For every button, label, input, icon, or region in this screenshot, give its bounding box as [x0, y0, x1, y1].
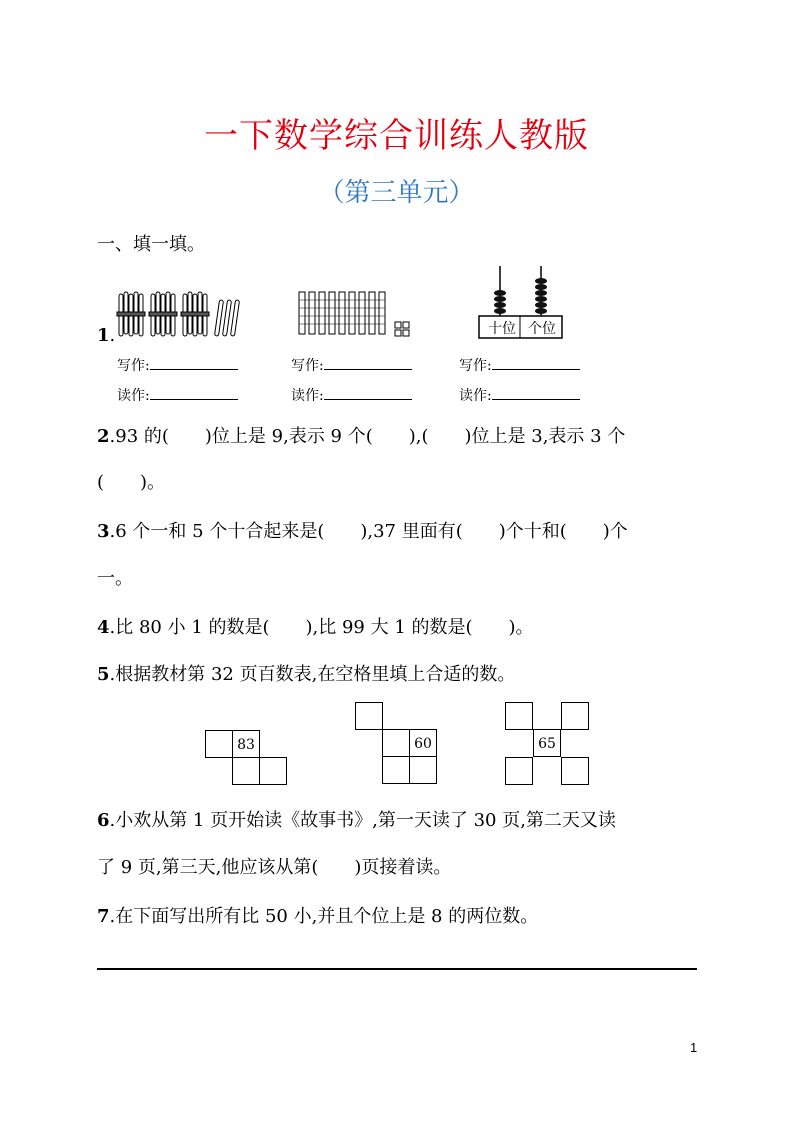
write-answer-line[interactable]	[324, 355, 412, 370]
grid-cell-given: 60	[409, 729, 437, 757]
question-7: 7.在下面写出所有比 50 小,并且个位上是 8 的两位数。	[97, 906, 539, 927]
grid-cell-blank[interactable]	[259, 757, 287, 785]
write-row-1: 写作:	[117, 355, 238, 375]
write-row-2: 写作:	[291, 355, 412, 375]
grid-cell-blank[interactable]	[382, 756, 410, 784]
grid-cell-blank[interactable]	[232, 757, 260, 785]
question-5: 5.根据教材第 32 页百数表,在空格里填上合适的数。	[97, 664, 516, 685]
page-title: 一下数学综合训练人教版	[204, 116, 589, 156]
grid-cell-blank[interactable]	[505, 757, 533, 785]
question-1-number: 1.	[97, 325, 116, 346]
write-row-3: 写作:	[459, 355, 580, 375]
read-answer-line[interactable]	[492, 385, 580, 400]
grid-cell-blank[interactable]	[409, 756, 437, 784]
question-3: 3.6 个一和 5 个十合起来是( ),37 里面有( )个十和( )个	[97, 521, 628, 542]
read-row-3: 读作:	[459, 385, 580, 405]
question-2-continued: ( )。	[97, 472, 166, 493]
grid-cell-blank[interactable]	[205, 730, 233, 758]
stick-bundles-illustration	[115, 288, 250, 343]
question-7-answer-line[interactable]	[97, 968, 697, 970]
question-4: 4.比 80 小 1 的数是( ),比 99 大 1 的数是( )。	[97, 617, 534, 638]
write-answer-line[interactable]	[150, 355, 238, 370]
read-answer-line[interactable]	[324, 385, 412, 400]
question-3-continued: 一。	[97, 568, 133, 589]
section-heading: 一、填一填。	[97, 234, 205, 255]
abacus-ones-label: 个位	[528, 321, 556, 337]
question-2: 2.93 的( )位上是 9,表示 9 个( ),( )位上是 3,表示 3 个	[97, 426, 626, 447]
question-6: 6.小欢从第 1 页开始读《故事书》,第一天读了 30 页,第二天又读	[97, 810, 616, 831]
grid-cell-blank[interactable]	[505, 702, 533, 730]
grid-cell-blank[interactable]	[355, 702, 383, 730]
question-6-continued: 了 9 页,第三天,他应该从第( )页接着读。	[97, 857, 452, 878]
read-row-2: 读作:	[291, 385, 412, 405]
read-row-1: 读作:	[117, 385, 238, 405]
grid-cell-blank[interactable]	[561, 757, 589, 785]
grid-cell-blank[interactable]	[382, 729, 410, 757]
grid-cell-given: 83	[232, 730, 260, 758]
grid-cell-blank[interactable]	[561, 702, 589, 730]
grid-cell-given: 65	[533, 729, 561, 757]
read-answer-line[interactable]	[150, 385, 238, 400]
ten-rods-illustration	[297, 290, 417, 340]
page-subtitle: （第三单元）	[318, 178, 475, 208]
abacus-tens-label: 十位	[488, 321, 516, 337]
write-answer-line[interactable]	[492, 355, 580, 370]
page-number: 1	[690, 1040, 698, 1055]
